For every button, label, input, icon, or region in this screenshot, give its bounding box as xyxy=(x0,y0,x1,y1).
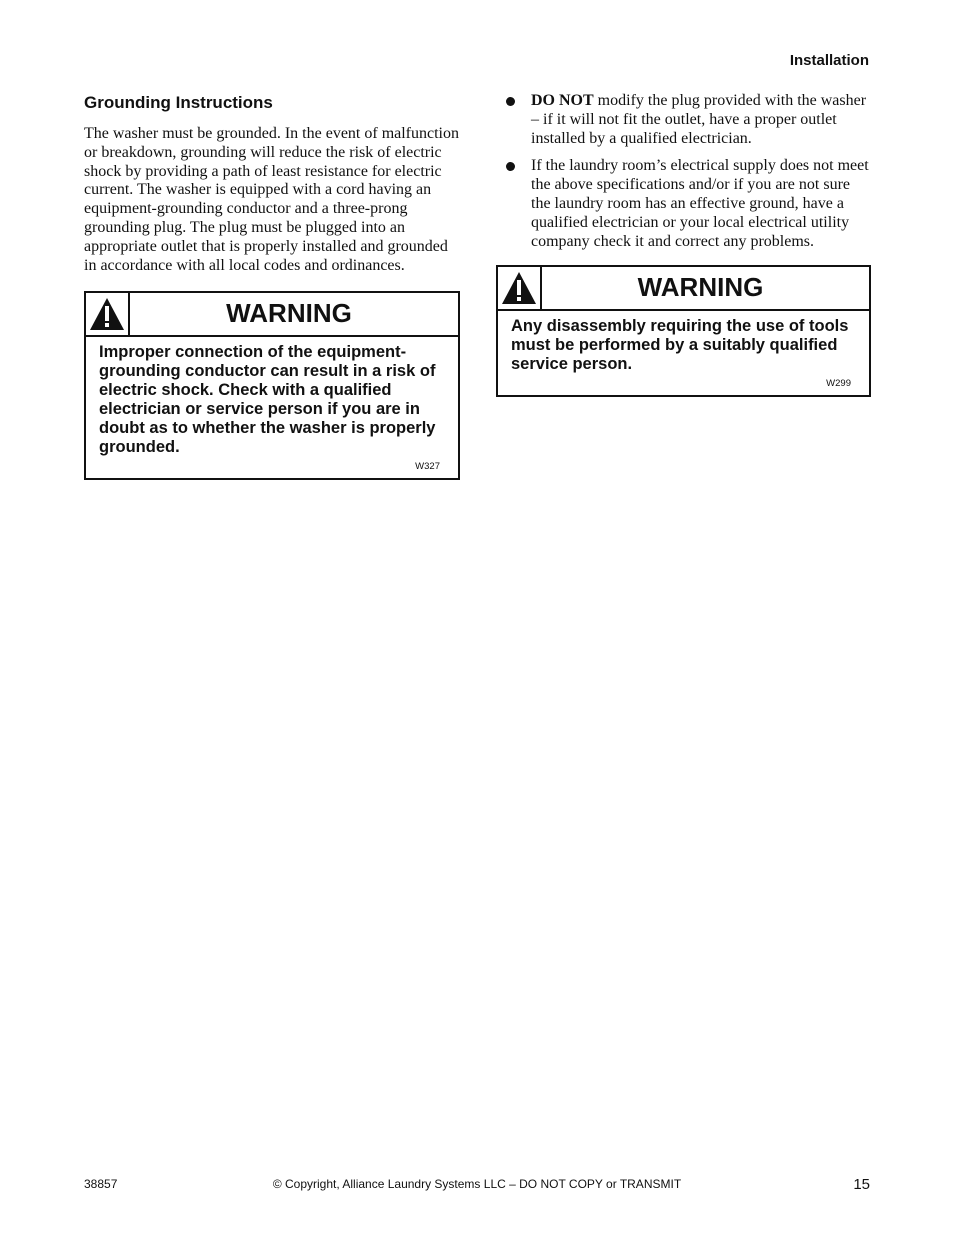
list-item xyxy=(496,157,871,251)
grounding-paragraph: The washer must be grounded. In the event of malfunction or breakdown, grounding will reduce the risk of electric shock by providing a path of least resistance for electric current. The washer is equipped with a cord having an equipment-grounding conductor and a three-prong grounding plug. The plug must be plugged into an appropriate outlet that is properly installed and grounded in accordance with all local codes and ordinances. xyxy=(84,125,459,274)
warning-box-grounding xyxy=(84,291,460,480)
warning-icon-cell xyxy=(498,267,542,309)
warning-code: W299 xyxy=(826,378,851,390)
header-section-label: Installation xyxy=(789,52,869,69)
bullet-text: If the laundry room’s electrical supply does not meet the above specifications and/or if you are not sure the laundry room has an effective ground, have a qualified electrician or your local electrical utility company check it and correct any problems. xyxy=(531,157,869,250)
section-title: Grounding Instructions xyxy=(84,93,273,112)
warning-triangle-icon xyxy=(89,297,125,331)
warning-triangle-icon xyxy=(501,271,537,305)
warning-code: W327 xyxy=(415,461,440,473)
bullet-lead: DO NOT xyxy=(531,92,594,109)
bullet-icon xyxy=(506,97,515,106)
warning-box-disassembly xyxy=(496,265,871,397)
footer-page-number: 15 xyxy=(853,1176,870,1193)
warning-title: WARNING xyxy=(226,298,352,329)
warning-header xyxy=(86,293,458,337)
warning-text: Improper connection of the equipment-grounding conductor can result in a risk of electric shock. Check with a qualified electrician or service person if you are in doubt as to whether the washer is properly grounded. xyxy=(99,343,436,457)
warning-icon-cell xyxy=(86,293,130,335)
bullet-icon xyxy=(506,162,515,171)
warning-text: Any disassembly requiring the use of tools must be performed by a suitably qualified service person. xyxy=(511,317,849,374)
list-item xyxy=(496,92,871,148)
warning-title: WARNING xyxy=(637,272,764,303)
footer-doc-number: 38857 xyxy=(84,1177,118,1191)
bullet-list xyxy=(496,92,871,251)
warning-header xyxy=(498,267,869,311)
bullet-text: modify the plug provided with the washer – if it will not fit the outlet, have a proper outlet installed by a qualified electrician. xyxy=(531,92,867,147)
left-column xyxy=(84,92,460,480)
footer-copyright: © Copyright, Alliance Laundry Systems LLC – DO NOT COPY or TRANSMIT xyxy=(272,1177,682,1191)
right-column xyxy=(496,92,871,397)
